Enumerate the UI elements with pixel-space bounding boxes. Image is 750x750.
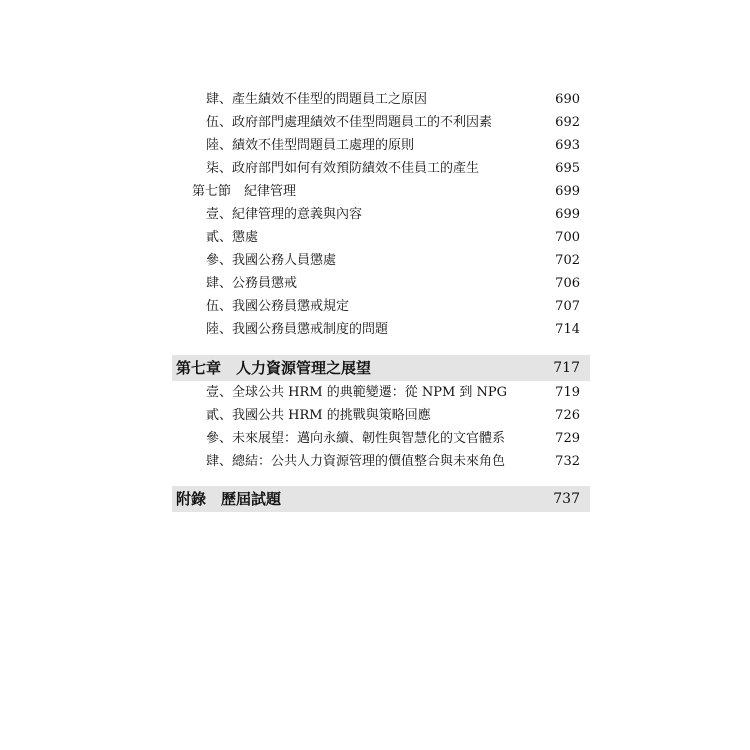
toc-chapter-heading	[172, 355, 590, 381]
toc-entry	[172, 249, 590, 272]
toc-entry-title: 參、未來展望：邁向永續、韌性與智慧化的文官體系	[206, 431, 506, 446]
toc-entry	[172, 450, 590, 473]
toc-entry-title: 伍、我國公務員懲戒規定	[206, 299, 350, 314]
toc-entry	[172, 157, 590, 180]
toc-section-heading	[172, 180, 590, 203]
toc-entry-title: 柒、政府部門如何有效預防績效不佳員工的產生	[206, 161, 480, 176]
toc-section-title: 第七節 紀律管理	[192, 184, 297, 199]
toc-appendix-heading	[172, 486, 590, 512]
toc-entry-title: 肆、產生績效不佳型的問題員工之原因	[206, 92, 428, 107]
toc-entry	[172, 226, 590, 249]
toc-entry-title: 貳、我國公共 HRM 的挑戰與策略回應	[206, 408, 431, 423]
toc-entry	[172, 427, 590, 450]
toc-entry-title: 陸、績效不佳型問題員工處理的原則	[206, 138, 415, 153]
toc-entry-page: 690	[555, 92, 580, 107]
toc-entry-page: 692	[555, 115, 580, 130]
toc-entry-title: 壹、紀律管理的意義與內容	[206, 207, 363, 222]
toc-entry-title: 參、我國公務人員懲處	[206, 253, 337, 268]
toc-entry	[172, 318, 590, 341]
toc-entry-title: 壹、全球公共 HRM 的典範變遷：從 NPM 到 NPG	[206, 385, 508, 400]
toc-entry-page: 714	[555, 322, 580, 337]
toc-entry-page: 699	[555, 207, 580, 222]
toc-section-page: 699	[555, 184, 580, 199]
toc-entry-title: 陸、我國公務員懲戒制度的問題	[206, 322, 389, 337]
toc-appendix-title: 附錄 歷屆試題	[176, 490, 282, 508]
table-of-contents	[172, 88, 590, 512]
toc-entry-title: 肆、總結：公共人力資源管理的價值整合與未來角色	[206, 454, 506, 469]
toc-entry-page: 702	[555, 253, 580, 268]
toc-appendix-page: 737	[553, 491, 580, 507]
toc-entry-title: 肆、公務員懲戒	[206, 276, 298, 291]
toc-entry-title: 伍、政府部門處理績效不佳型問題員工的不利因素	[206, 115, 493, 130]
toc-entry-page: 726	[555, 408, 580, 423]
toc-entry-page: 700	[555, 230, 580, 245]
spacer	[172, 473, 590, 486]
toc-entry-page: 719	[555, 385, 580, 400]
toc-entry	[172, 381, 590, 404]
toc-entry-title: 貳、懲處	[206, 230, 259, 245]
toc-entry	[172, 88, 590, 111]
toc-entry-page: 707	[555, 299, 580, 314]
toc-entry	[172, 203, 590, 226]
toc-entry	[172, 295, 590, 318]
toc-entry-page: 706	[555, 276, 580, 291]
toc-chapter-page: 717	[553, 360, 580, 376]
toc-entry-page: 695	[555, 161, 580, 176]
toc-entry	[172, 404, 590, 427]
toc-entry-page: 732	[555, 454, 580, 469]
toc-chapter-title: 第七章 人力資源管理之展望	[176, 359, 372, 377]
toc-entry	[172, 272, 590, 295]
spacer	[172, 341, 590, 355]
toc-entry	[172, 111, 590, 134]
toc-entry	[172, 134, 590, 157]
toc-entry-page: 693	[555, 138, 580, 153]
toc-entry-page: 729	[555, 431, 580, 446]
